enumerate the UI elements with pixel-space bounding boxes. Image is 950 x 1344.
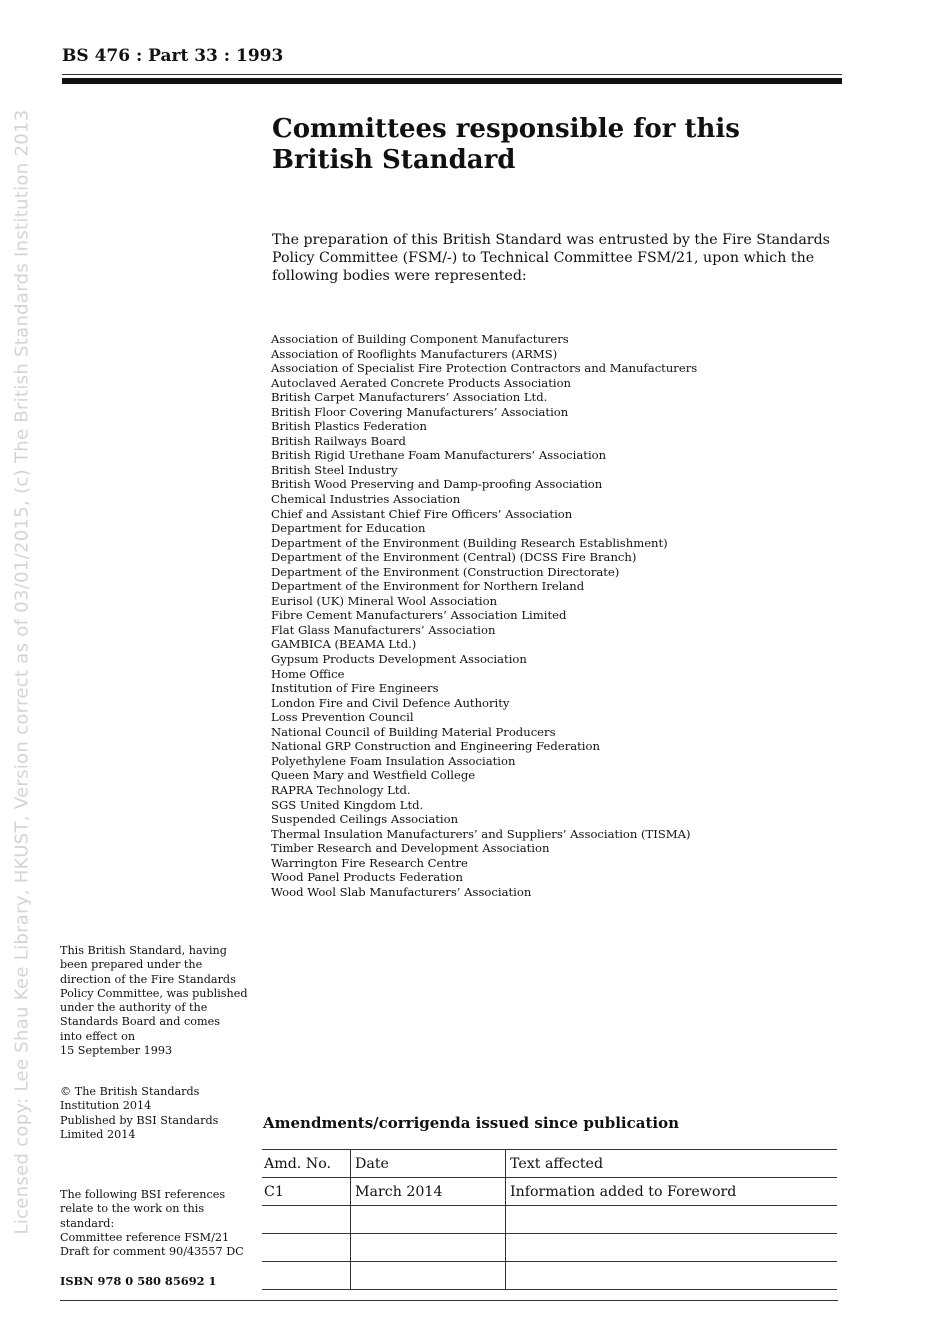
note-line: © The British Standards (60, 1085, 200, 1098)
list-item: Department of the Environment (Building Research Establishment) (271, 535, 668, 550)
note-line: Limited 2014 (60, 1127, 136, 1141)
list-item: Chief and Assistant Chief Fire Officers’ Association (271, 506, 573, 521)
note-line: relate to the work on this (60, 1202, 205, 1216)
list-item: Department of the Environment (Construction Directorate) (271, 564, 620, 579)
list-item: British Rigid Urethane Foam Manufacturers’ Association (271, 448, 607, 463)
amendments-title: Amendments/corrigenda issued since publication (263, 1114, 679, 1132)
list-item: Wood Wool Slab Manufacturers’ Association (271, 884, 532, 899)
note-line: under the authority of the (60, 1001, 208, 1015)
table-cell (351, 1206, 506, 1234)
list-item: National Council of Building Material Producers (271, 724, 556, 739)
list-item: Department of the Environment (Central) (DCSS Fire Branch) (271, 550, 637, 565)
table-cell (506, 1206, 838, 1234)
list-item: Suspended Ceilings Association (271, 812, 459, 827)
table-cell (506, 1262, 838, 1290)
list-item: Department of the Environment for Northern Ireland (271, 579, 585, 594)
table-row (262, 1206, 837, 1234)
table-row (262, 1234, 837, 1262)
list-item: British Floor Covering Manufacturers’ Association (271, 404, 569, 419)
table-cell (506, 1234, 838, 1262)
copyright-note (60, 1085, 260, 1142)
list-item: British Railways Board (271, 433, 406, 448)
license-watermark: Licensed copy: Lee Shau Kee Library, HKUST, Version correct as of 03/01/2015, (c) The British Standards Institution 2013 (11, 109, 33, 1235)
list-item: British Plastics Federation (271, 419, 427, 434)
note-line: Institution 2014 (60, 1099, 152, 1113)
list-item: Polyethylene Foam Insulation Association (271, 753, 516, 768)
note-line: 15 September 1993 (60, 1044, 173, 1058)
table-cell: Information added to Foreword (506, 1178, 838, 1206)
list-item: Fibre Cement Manufacturers’ Association Limited (271, 608, 567, 623)
list-item: Queen Mary and Westfield College (271, 768, 476, 783)
list-item: Department for Education (271, 521, 426, 536)
note-line: This British Standard, having (60, 944, 227, 957)
list-item: Thermal Insulation Manufacturers’ and Suppliers’ Association (TISMA) (271, 826, 691, 841)
table-cell (351, 1262, 506, 1290)
note-line: Committee reference FSM/21 (60, 1230, 230, 1244)
list-item: Autoclaved Aerated Concrete Products Association (271, 375, 572, 390)
list-item: Institution of Fire Engineers (271, 681, 439, 696)
list-item: Chemical Industries Association (271, 492, 461, 507)
list-item: Loss Prevention Council (271, 710, 414, 725)
list-item: Flat Glass Manufacturers’ Association (271, 622, 496, 637)
column-header: Date (351, 1150, 506, 1178)
table-cell: March 2014 (351, 1178, 506, 1206)
table-row (262, 1262, 837, 1290)
bsi-references-note (60, 1188, 260, 1259)
amendments-table (262, 1149, 837, 1290)
list-item: British Steel Industry (271, 462, 398, 477)
intro-line: The preparation of this British Standard was entrusted by the Fire Standards (272, 232, 830, 248)
intro-line: following bodies were represented: (272, 268, 527, 284)
list-item: British Carpet Manufacturers’ Association Ltd. (271, 390, 548, 405)
page-title (272, 114, 812, 176)
list-item: GAMBICA (BEAMA Ltd.) (271, 637, 417, 652)
list-item: SGS United Kingdom Ltd. (271, 797, 424, 812)
header-rule-thin (62, 74, 842, 75)
table-row (262, 1178, 837, 1206)
title-line: British Standard (272, 145, 516, 175)
note-line: Standards Board and comes (60, 1015, 220, 1029)
table-cell: C1 (262, 1178, 351, 1206)
note-line: Published by BSI Standards (60, 1113, 219, 1127)
list-item: Eurisol (UK) Mineral Wool Association (271, 593, 498, 608)
note-line: Policy Committee, was published (60, 986, 248, 1000)
table-cell (262, 1206, 351, 1234)
isbn: ISBN 978 0 580 85692 1 (60, 1274, 217, 1288)
list-item: Warrington Fire Research Centre (271, 855, 468, 870)
represented-bodies-list (271, 332, 831, 899)
intro-paragraph (272, 231, 837, 285)
list-item: RAPRA Technology Ltd. (271, 782, 411, 797)
list-item: Association of Rooflights Manufacturers (ARMS) (271, 346, 558, 361)
footer-rule (60, 1300, 838, 1301)
column-header: Amd. No. (262, 1150, 351, 1178)
standard-reference: BS 476 : Part 33 : 1993 (62, 46, 284, 66)
table-cell (262, 1234, 351, 1262)
list-item: Gypsum Products Development Association (271, 652, 527, 667)
note-line: into effect on (60, 1029, 136, 1043)
list-item: Home Office (271, 666, 345, 681)
note-line: been prepared under the (60, 958, 203, 972)
list-item: Timber Research and Development Association (271, 841, 550, 856)
table-header-row (262, 1150, 837, 1178)
column-header: Text affected (506, 1150, 838, 1178)
table-cell (351, 1234, 506, 1262)
header-rule-thick (62, 78, 842, 84)
note-line: Draft for comment 90/43557 DC (60, 1245, 244, 1259)
note-line: direction of the Fire Standards (60, 972, 236, 986)
list-item: Wood Panel Products Federation (271, 870, 463, 885)
note-line: The following BSI references (60, 1188, 226, 1201)
list-item: London Fire and Civil Defence Authority (271, 695, 510, 710)
list-item: National GRP Construction and Engineering Federation (271, 739, 600, 754)
intro-line: Policy Committee (FSM/-) to Technical Committee FSM/21, upon which the (272, 250, 815, 266)
publication-note (60, 944, 260, 1058)
note-line: standard: (60, 1216, 115, 1230)
list-item: British Wood Preserving and Damp-proofing Association (271, 477, 603, 492)
table-cell (262, 1262, 351, 1290)
list-item: Association of Specialist Fire Protection Contractors and Manufacturers (271, 361, 698, 376)
title-line: Committees responsible for this (272, 114, 740, 144)
list-item: Association of Building Component Manufacturers (271, 332, 569, 346)
